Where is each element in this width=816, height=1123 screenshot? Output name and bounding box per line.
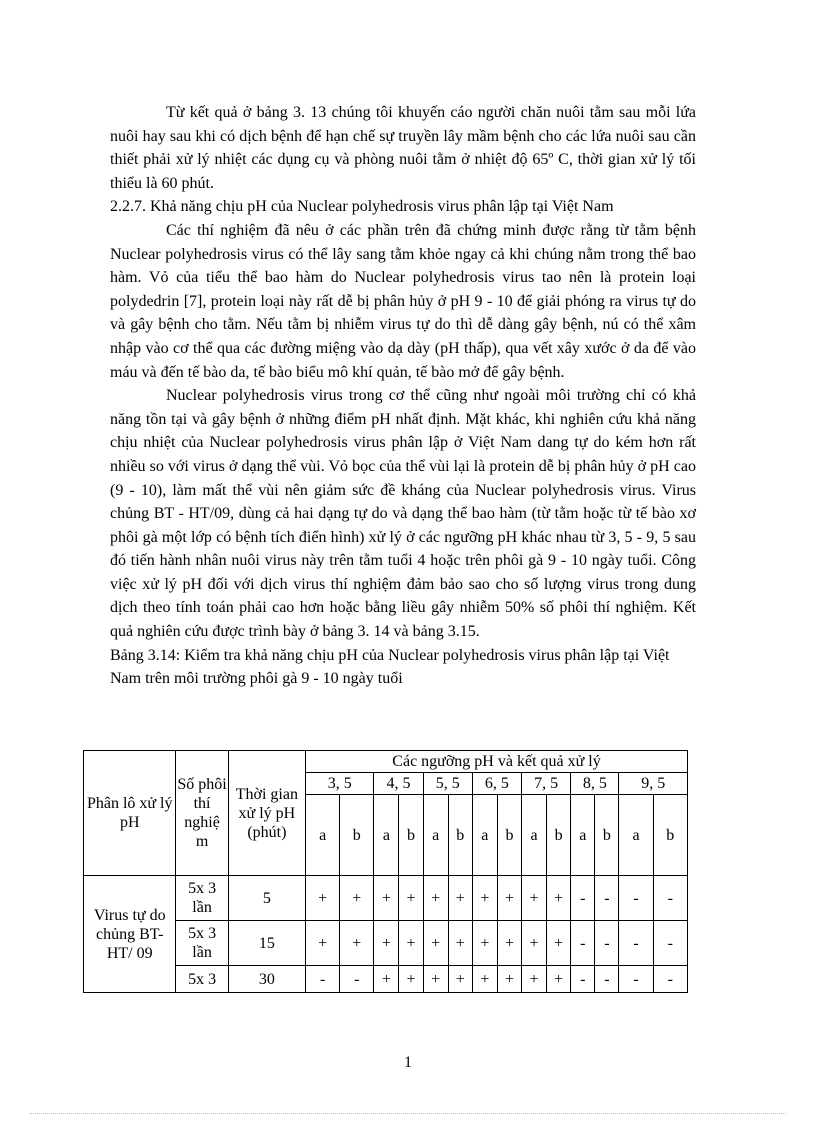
cell-result: + [399, 966, 423, 993]
cell-count: 5x 3 lần [176, 921, 228, 966]
ph-level: 6, 5 [472, 773, 521, 795]
header-time: Thời gian xử lý pH (phút) [228, 751, 305, 876]
ph-level: 3, 5 [306, 773, 374, 795]
cell-result: + [522, 921, 547, 966]
sub-b: b [497, 795, 521, 876]
cell-result: - [619, 876, 653, 921]
cell-count: 5x 3 [176, 966, 228, 993]
sub-b: b [595, 795, 619, 876]
cell-result: - [595, 921, 619, 966]
sub-a: a [571, 795, 595, 876]
header-ph-group: Các ngưỡng pH và kết quả xử lý [306, 751, 688, 773]
cell-result: + [522, 966, 547, 993]
ph-level: 8, 5 [571, 773, 619, 795]
row-group-label: Virus tự do chủng BT-HT/ 09 [84, 876, 176, 993]
paragraph-3: Nuclear polyhedrosis virus trong cơ thể cũng như ngoài môi trường chỉ có khả năng tồn tại và gây bệnh ở những điểm pH nhất định. Mặt khác, khi nghiên cứu khả năng chịu nhiệt của Nuclear polyhedrosis virus phân lập ở Việt Nam dang tự do kém hơn rất nhiều so với virus ở dạng thể vùi. Vỏ bọc của thể vùi lại là protein dễ bị phân hủy ở pH cao (9 - 10), làm mất thể vùi nên giảm sức đề kháng của Nuclear polyhedrosis virus. Virus chủng BT - HT/09, dùng cả hai dạng tự do và dạng thể bao hàm (từ tằm hoặc từ tế bào xơ phôi gà một lớp có bệnh tích điển hình) xử lý ở các ngưỡng pH khác nhau từ 3, 5 - 9, 5 sau đó tiến hành nhân nuôi virus này trên tằm tuổi 4 hoặc trên phôi gà 9 - 10 ngày tuổi. Công việc xử lý pH đối với dịch virus thí nghiệm đảm bảo sao cho số lượng virus trong dung dịch theo tính toán phải cao hơn hoặc bằng liều gây nhiễm 50% số phôi thí nghiệm. Kết quả nghiên cứu được trình bày ở bảng 3. 14 và bảng 3.15. [110, 387, 696, 641]
sub-b: b [547, 795, 571, 876]
sub-b: b [653, 795, 687, 876]
sub-b: b [448, 795, 472, 876]
sub-a: a [472, 795, 497, 876]
cell-result: + [423, 876, 448, 921]
ph-level: 7, 5 [522, 773, 571, 795]
cell-result: - [653, 876, 687, 921]
cell-result: + [547, 876, 571, 921]
cell-result: + [374, 876, 399, 921]
cell-count: 5x 3 lần [176, 876, 228, 921]
section-heading: 2.2.7. Khả năng chịu pH của Nuclear polyhedrosis virus phân lập tại Việt Nam [110, 198, 614, 216]
table-header-row-1 [84, 751, 688, 773]
cell-result: + [472, 966, 497, 993]
cell-result: + [497, 876, 521, 921]
body-text-top [110, 101, 696, 691]
cell-result: - [340, 966, 374, 993]
cell-result: + [497, 921, 521, 966]
cell-result: - [653, 921, 687, 966]
cell-result: + [547, 966, 571, 993]
cell-time: 15 [228, 921, 305, 966]
cell-result: + [472, 921, 497, 966]
cell-result: - [653, 966, 687, 993]
cell-result: + [448, 966, 472, 993]
cell-result: + [374, 921, 399, 966]
table-row [84, 876, 688, 921]
cell-result: + [547, 921, 571, 966]
cell-result: + [374, 966, 399, 993]
cell-result: + [399, 921, 423, 966]
cell-result: + [423, 966, 448, 993]
cell-result: - [619, 921, 653, 966]
ph-level: 4, 5 [374, 773, 423, 795]
paragraph-1: Từ kết quả ở bảng 3. 13 chúng tôi khuyến cáo người chăn nuôi tằm sau mỗi lứa nuôi hay sau khi có dịch bệnh để hạn chế sự truyền lây mầm bệnh cho các lứa nuôi sau cần thiết phải xử lý nhiệt các dụng cụ và phòng nuôi tằm ở nhiệt độ 65º C, thời gian xử lý tối thiểu là 60 phút. [110, 104, 696, 192]
header-count: Số phôi thí nghiệ m [176, 751, 228, 876]
cell-result: + [340, 921, 374, 966]
cell-result: + [472, 876, 497, 921]
footer-divider [30, 1113, 786, 1114]
cell-result: + [448, 876, 472, 921]
cell-time: 30 [228, 966, 305, 993]
cell-result: - [619, 966, 653, 993]
cell-result: - [595, 966, 619, 993]
sub-a: a [374, 795, 399, 876]
cell-time: 5 [228, 876, 305, 921]
cell-result: + [497, 966, 521, 993]
cell-result: - [306, 966, 340, 993]
cell-result: + [423, 921, 448, 966]
cell-result: + [306, 921, 340, 966]
sub-a: a [522, 795, 547, 876]
sub-b: b [340, 795, 374, 876]
sub-a: a [306, 795, 340, 876]
table-caption: Bảng 3.14: Kiểm tra khả năng chịu pH của Nuclear polyhedrosis virus phân lập tại Việt Nam trên môi trường phôi gà 9 - 10 ngày tuổi [110, 646, 670, 688]
cell-result: + [448, 921, 472, 966]
cell-result: + [522, 876, 547, 921]
page-number: 1 [404, 1054, 412, 1071]
cell-result: + [399, 876, 423, 921]
header-group: Phân lô xử lý pH [84, 751, 176, 876]
cell-result: + [340, 876, 374, 921]
ph-results-table [83, 750, 688, 993]
cell-result: - [571, 921, 595, 966]
ph-level: 5, 5 [423, 773, 472, 795]
paragraph-2: Các thí nghiệm đã nêu ở các phần trên đã chứng minh được rằng từ tằm bệnh Nuclear polyhedrosis virus có thể lây sang tằm khỏe ngay cả khi chúng nằm trong thể bao hàm. Vỏ của tiểu thể bao hàm do Nuclear polyhedrosis virus tao nên là protein loại polydedrin [7], protein loại này rất dễ bị phân hủy ở pH 9 - 10 để giải phóng ra virus tự do và gây bệnh cho tằm. Nếu tằm bị nhiễm virus tự do thì dễ dàng gây bệnh, nú có thể xâm nhập vào cơ thể qua các đường miệng vào dạ dày (pH thấp), qua vết xây xước ở da để vào máu và đến tế bào da, tế bào biểu mô khí quản, tế bào mở để gây bệnh. [110, 221, 696, 381]
cell-result: - [595, 876, 619, 921]
sub-a: a [423, 795, 448, 876]
ph-level: 9, 5 [619, 773, 688, 795]
cell-result: - [571, 876, 595, 921]
cell-result: + [306, 876, 340, 921]
sub-a: a [619, 795, 653, 876]
sub-b: b [399, 795, 423, 876]
cell-result: - [571, 966, 595, 993]
